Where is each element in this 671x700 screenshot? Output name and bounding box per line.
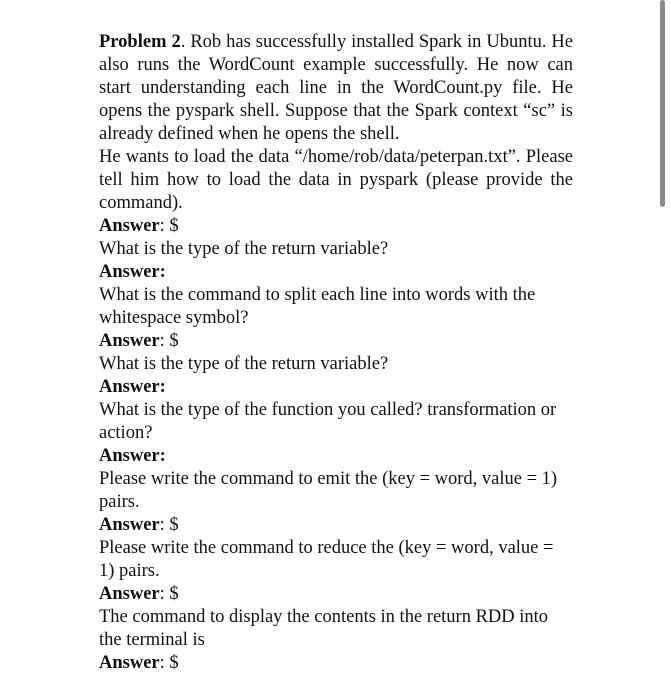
answer-suffix: : $ (159, 584, 179, 604)
answer-suffix: : (159, 377, 166, 397)
answer-label: Answer (99, 584, 160, 604)
answer-line-2 (99, 261, 573, 284)
answer-label: Answer (99, 515, 160, 535)
question-7: Please write the command to reduce the (key = word, value = 1) pairs. (99, 538, 554, 581)
problem-intro (99, 31, 573, 146)
answer-label: Answer (99, 446, 160, 466)
answer-suffix: : $ (159, 216, 179, 236)
answer-suffix: : $ (159, 515, 179, 535)
answer-label: Answer (99, 216, 160, 236)
question-3: What is the command to split each line into words with the whitespace symbol? (99, 285, 536, 328)
answer-suffix: : (159, 262, 166, 282)
answer-label: Answer (99, 262, 160, 282)
problem-label: Problem 2 (99, 32, 181, 52)
question-4: What is the type of the return variable? (99, 354, 389, 374)
answer-line-7 (99, 583, 573, 606)
answer-line-6 (99, 514, 573, 537)
answer-label: Answer (99, 377, 160, 397)
vertical-scrollbar[interactable] (660, 0, 665, 207)
answer-label: Answer (99, 331, 160, 351)
problem-intro-text: . Rob has successfully installed Spark in Ubuntu. He also runs the WordCount example successfully. He now can start understanding each line in the WordCount.py file. He opens the pyspark shell. Suppose that the Spark context “sc” is already defined when he opens the shell. (99, 32, 573, 144)
answer-label: Answer (99, 653, 160, 673)
answer-line-3 (99, 330, 573, 353)
answer-suffix: : $ (159, 653, 179, 673)
answer-line-8 (99, 652, 573, 675)
question-8: The command to display the contents in the return RDD into the terminal is (99, 607, 549, 650)
question-2: What is the type of the return variable? (99, 239, 389, 259)
load-data-prompt: He wants to load the data “/home/rob/data/peterpan.txt”. Please tell him how to load the data in pyspark (please provide the command). (99, 147, 573, 213)
answer-line-4 (99, 376, 573, 399)
answer-suffix: : $ (159, 331, 179, 351)
answer-line-1 (99, 215, 573, 238)
answer-line-5 (99, 445, 573, 468)
question-5: What is the type of the function you called? transformation or action? (99, 400, 557, 443)
problem-document (99, 31, 573, 675)
question-6: Please write the command to emit the (key = word, value = 1) pairs. (99, 469, 558, 512)
answer-suffix: : (159, 446, 166, 466)
